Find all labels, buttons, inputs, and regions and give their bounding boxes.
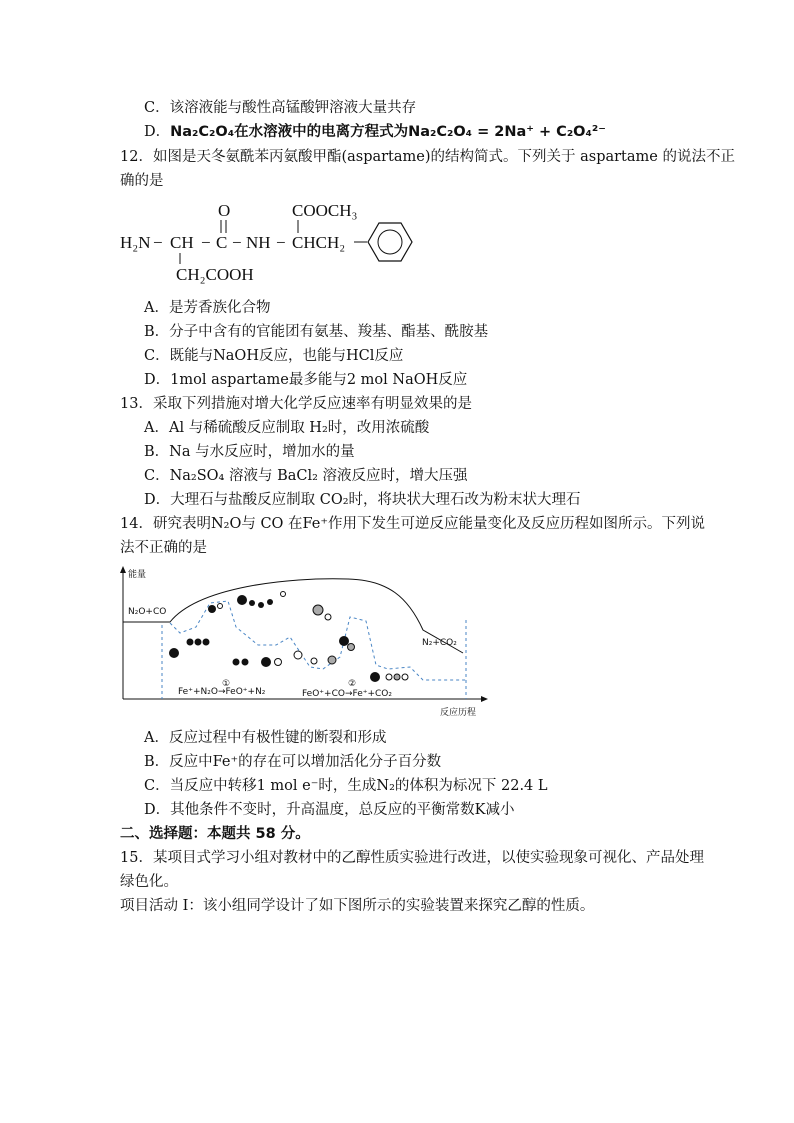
atom — [218, 604, 223, 609]
atom — [394, 674, 400, 680]
atom — [187, 639, 194, 646]
q12-option-a: A．是芳香族化合物 — [144, 300, 271, 316]
atom — [195, 639, 202, 646]
aspartame-structure — [118, 200, 418, 286]
atom — [275, 659, 282, 666]
atom — [386, 674, 392, 680]
products-label: N₂+CO₂ — [422, 638, 457, 648]
q13-option-c: C．Na₂SO₄ 溶液与 BaCl₂ 溶液反应时，增大压强 — [144, 468, 468, 484]
struct-h2n: H₂N — [120, 233, 151, 252]
atom — [281, 592, 286, 597]
reactants-label: N₂O+CO — [128, 607, 167, 617]
atom — [311, 658, 317, 664]
atom — [237, 595, 247, 605]
q15-activity: 项目活动 I：该小组同学设计了如下图所示的实验装置来探究乙醇的性质。 — [120, 898, 595, 914]
q14-option-d: D．其他条件不变时，升高温度，总反应的平衡常数K减小 — [144, 802, 515, 818]
atom — [402, 674, 408, 680]
atom — [370, 672, 380, 682]
q11-option-c: C．该溶液能与酸性高锰酸钾溶液大量共存 — [144, 100, 417, 116]
q12-stem-line1: 12．如图是天冬氨酰苯丙氨酸甲酯(aspartame)的结构简式。下列关于 aspartame 的说法不正 — [120, 149, 735, 165]
benzene-ring-circle — [378, 230, 402, 254]
atom — [261, 657, 271, 667]
atom — [328, 656, 336, 664]
y-axis-label: 能量 — [128, 570, 147, 580]
x-axis-arrow — [481, 696, 488, 702]
q11-option-d-label: D． — [144, 124, 171, 140]
q11-option-d-text: Na₂C₂O₄在水溶液中的电离方程式为Na₂C₂O₄ = 2Na⁺ + C₂O₄²⁻ — [170, 124, 606, 140]
benzene-ring — [368, 223, 412, 261]
y-axis-arrow — [120, 566, 126, 573]
q13-option-a: A．Al 与稀硫酸反应制取 H₂时，改用浓硫酸 — [144, 420, 430, 436]
atom — [242, 659, 249, 666]
step1-number: ① — [222, 679, 231, 689]
q15-stem-line2: 绿色化。 — [120, 874, 178, 890]
atom — [325, 614, 331, 620]
q14-option-c: C．当反应中转移1 mol e⁻时，生成N₂的体积为标况下 22.4 L — [144, 778, 548, 794]
struct-o: O — [218, 201, 231, 220]
section-heading: 二、选择题：本题共 58 分。 — [120, 826, 310, 842]
atom — [267, 599, 273, 605]
q13-stem: 13．采取下列措施对增大化学反应速率有明显效果的是 — [120, 396, 472, 412]
molecule-models — [169, 592, 408, 683]
energy-curve — [123, 579, 463, 653]
struct-c: C — [216, 233, 228, 252]
atom — [258, 602, 264, 608]
q12-option-d: D．1mol aspartame最多能与2 mol NaOH反应 — [144, 372, 468, 388]
atom — [208, 605, 216, 613]
atom — [339, 636, 349, 646]
energy-diagram — [118, 565, 498, 720]
q14-stem-line1: 14．研究表明N₂O与 CO 在Fe⁺作用下发生可逆反应能量变化及反应历程如图所示。下列说 — [120, 516, 706, 532]
q12-option-c: C．既能与NaOH反应，也能与HCl反应 — [144, 348, 404, 364]
q14-option-b: B．反应中Fe⁺的存在可以增加活化分子百分数 — [144, 754, 442, 770]
q13-option-b: B．Na 与水反应时，增加水的量 — [144, 444, 355, 460]
struct-dash-1: − — [153, 233, 163, 252]
q12-option-b: B．分子中含有的官能团有氨基、羧基、酯基、酰胺基 — [144, 324, 489, 340]
q15-stem-line1: 15．某项目式学习小组对教材中的乙醇性质实验进行改进，以使实验现象可视化、产品处理 — [120, 850, 704, 866]
struct-dash-3: − — [232, 233, 242, 252]
atom — [313, 605, 323, 615]
struct-ch: CH — [170, 233, 194, 252]
atom — [294, 651, 302, 659]
atom — [348, 644, 355, 651]
q12-stem-line2: 确的是 — [120, 173, 164, 189]
atom — [249, 600, 255, 606]
q11-option-d — [144, 122, 606, 142]
q14-option-a: A．反应过程中有极性键的断裂和形成 — [144, 730, 387, 746]
atom — [203, 639, 210, 646]
struct-cooch3: COOCH₃ — [292, 201, 358, 220]
atom — [233, 659, 240, 666]
q13-option-d: D．大理石与盐酸反应制取 CO₂时，将块状大理石改为粉末状大理石 — [144, 492, 581, 508]
struct-dash-4: − — [276, 233, 286, 252]
step2-equation: FeO⁺+CO→Fe⁺+CO₂ — [302, 689, 392, 699]
q14-stem-line2: 法不正确的是 — [120, 540, 207, 556]
struct-ch2cooh: CH₂COOH — [176, 265, 254, 284]
atom — [169, 648, 179, 658]
struct-dash-2: − — [201, 233, 211, 252]
step2-number: ② — [348, 679, 357, 689]
struct-chch2: CHCH₂ — [292, 233, 346, 252]
step1-equation: Fe⁺+N₂O→FeO⁺+N₂ — [178, 687, 266, 697]
struct-nh: NH — [246, 233, 271, 252]
x-axis-label: 反应历程 — [440, 708, 477, 718]
